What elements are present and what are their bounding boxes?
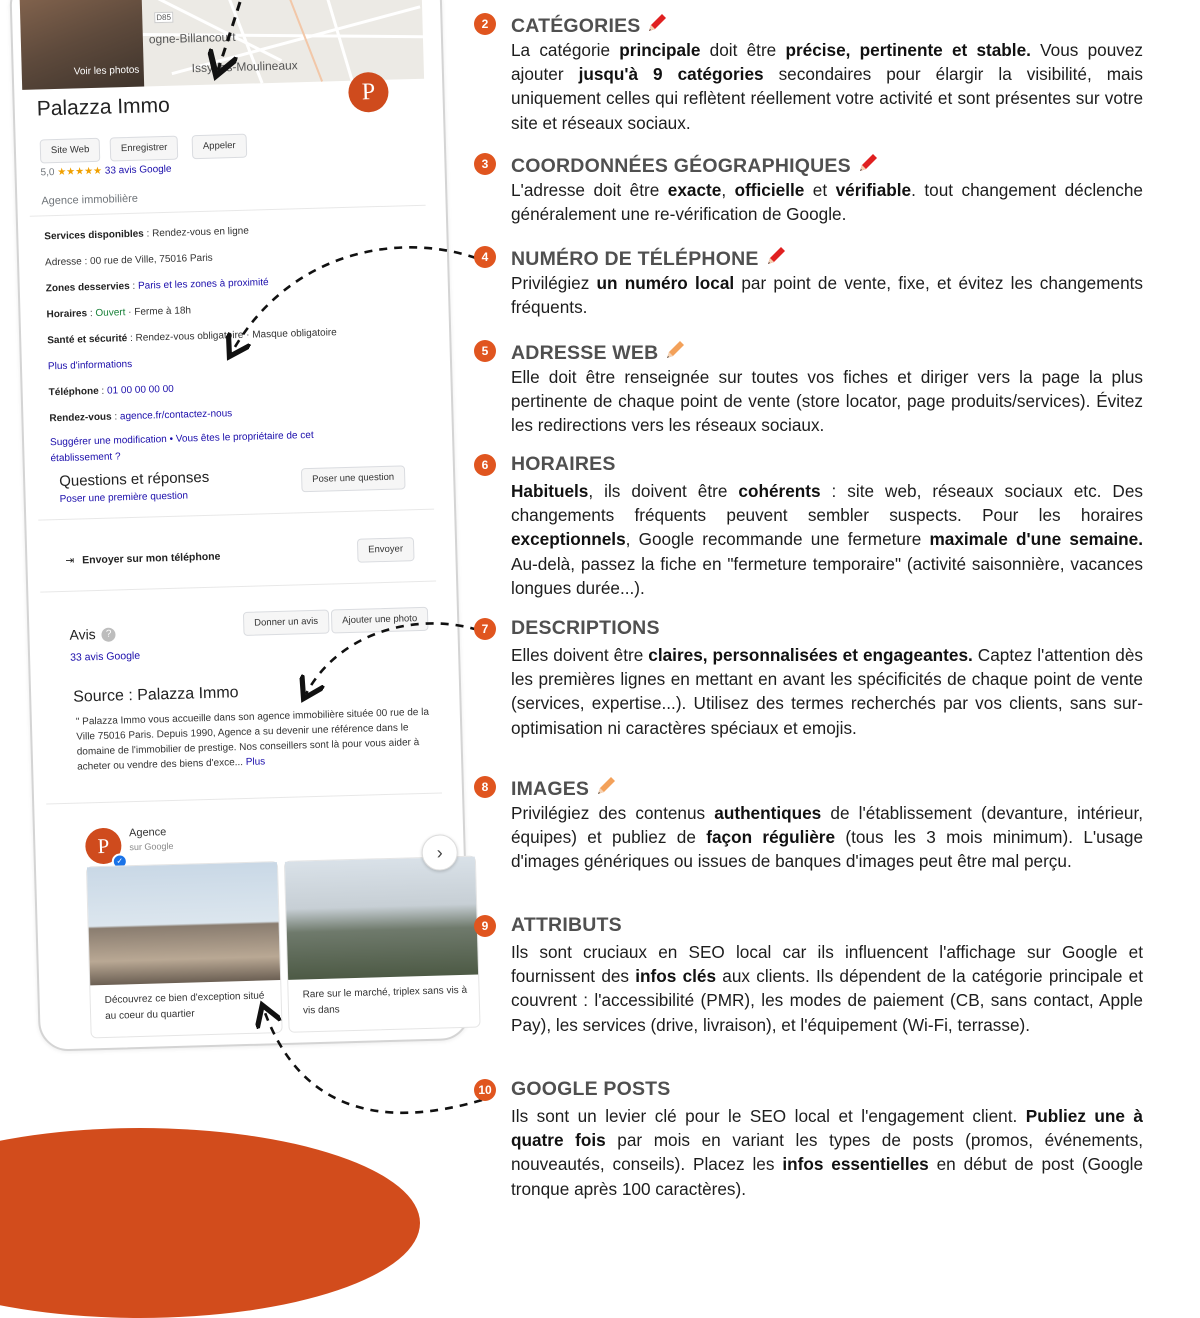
- body-text: Captez l'attention dès les premières lignes en mettant en avant les spécificités de chaque point de vente (services, expertise...). Utilisez des termes recherchés par vos clients, sans sur-optimisation ni caractères spéciaux et emojis.: [511, 645, 1143, 738]
- red-pencil-icon: [851, 159, 879, 176]
- map-label: ogne-Billancourt: [148, 29, 236, 47]
- reviews-link[interactable]: 33 avis Google: [104, 163, 172, 177]
- section-images: [481, 775, 1144, 874]
- give-review-button[interactable]: Donner un avis: [243, 610, 330, 636]
- phone-row: Téléphone : 01 00 00 00 00: [48, 383, 174, 399]
- section-number-badge: 5: [474, 340, 496, 362]
- map-label: Issy-les-Moulineaux: [191, 58, 298, 76]
- qa-title: Questions et réponses: [58, 468, 210, 491]
- section-body: [511, 940, 1143, 1037]
- section-attributs: [481, 914, 1143, 1037]
- phone-link[interactable]: 01 00 00 00 00: [106, 383, 174, 397]
- body-text: (tous les 3 mois minimum). L'usage d'images génériques ou issues de banques d'images peut être mal perçu.: [511, 827, 1144, 872]
- section-adresse-web: [481, 339, 1143, 438]
- section-title: NUMÉRO DE TÉLÉPHONE: [511, 248, 759, 270]
- post-card[interactable]: [284, 856, 481, 1033]
- body-text: , ils doivent être: [588, 481, 739, 501]
- section-header: [481, 914, 1143, 940]
- body-text: : site web, réseaux sociaux etc. Des changements fréquents peuvent sembler suspects. Pour les horaires: [511, 481, 1143, 526]
- post-card-text: Rare sur le marché, triplex sans vis à vis dans: [302, 984, 468, 1017]
- emphasis-text: un numéro local: [596, 273, 735, 293]
- body-text: par mois en variant les types de posts (promos, événements, nouveautés, conseils). Placez les: [511, 1130, 1143, 1175]
- appointment-row: Rendez-vous : agence.fr/contactez-nous: [49, 408, 233, 425]
- save-button[interactable]: Enregistrer: [110, 136, 179, 162]
- section-catégories: [481, 12, 1144, 135]
- reviews-title: Avis ?: [69, 626, 116, 644]
- section-body: [511, 178, 1143, 226]
- section-header: [481, 152, 1143, 178]
- star-rating-icon: ★★★★★: [57, 165, 103, 178]
- appointment-link[interactable]: agence.fr/contactez-nous: [119, 408, 233, 423]
- post-author-sub: sur Google: [129, 840, 174, 853]
- section-number-badge: 6: [474, 454, 496, 476]
- post-card-text: Découvrez ce bien d'exception situé au coeur du quartier: [104, 990, 265, 1022]
- emphasis-text: maximale d'une semaine.: [929, 529, 1143, 550]
- divider: [40, 581, 436, 593]
- google-business-profile: [19, 0, 468, 1038]
- call-button[interactable]: Appeler: [192, 134, 247, 160]
- emphasis-text: authentiques: [714, 803, 822, 823]
- body-text: Privilégiez: [511, 273, 597, 293]
- section-title: ADRESSE WEB: [511, 342, 659, 364]
- section-numéro-de-téléphone: [481, 245, 1143, 319]
- section-body: [511, 271, 1143, 319]
- post-card[interactable]: [86, 861, 283, 1038]
- services-row: Services disponibles : Rendez-vous en ligne: [44, 225, 250, 243]
- reviews-count-link[interactable]: 33 avis Google: [69, 649, 141, 664]
- ask-question-button[interactable]: Poser une question: [301, 465, 406, 492]
- business-logo: P: [348, 72, 389, 113]
- rating-value: 5,0: [40, 167, 55, 179]
- body-text: par point de vente, fixe, et évitez les changements fréquents.: [511, 273, 1143, 318]
- section-number-badge: 4: [474, 246, 496, 268]
- section-body: [511, 1104, 1143, 1201]
- help-icon[interactable]: ?: [102, 628, 116, 642]
- section-body: [511, 38, 1143, 135]
- emphasis-text: Habituels: [511, 481, 589, 501]
- read-more-link[interactable]: Plus: [245, 756, 266, 768]
- section-header: [481, 12, 1143, 38]
- body-text: Ils sont un levier clé pour le SEO local et l'engagement client.: [511, 1106, 1026, 1126]
- phone-mockup: [9, 0, 471, 1052]
- decorative-orange-shape: [0, 1128, 420, 1318]
- section-body: [511, 643, 1143, 740]
- section-number-badge: 7: [474, 618, 496, 640]
- source-title: Source : Palazza Immo: [72, 684, 239, 706]
- section-descriptions: [481, 617, 1143, 740]
- emphasis-text: façon régulière: [706, 827, 836, 848]
- emphasis-text: Publiez une à quatre fois: [511, 1106, 1143, 1151]
- section-header: [478, 1078, 1143, 1104]
- section-title: HORAIRES: [511, 453, 616, 475]
- section-body: [511, 479, 1143, 600]
- body-text: doit être: [700, 40, 786, 60]
- body-text: ,: [721, 180, 735, 200]
- section-title: DESCRIPTIONS: [511, 617, 660, 639]
- business-category: Agence immobilière: [41, 192, 139, 208]
- emphasis-text: exceptionnels: [511, 529, 626, 550]
- body-text: Elle doit être renseignée sur toutes vos fiches et diriger vers la page la plus pertinente de chaque point de vente (store locator, page produits/services). Évitez les redirections vers les réseaux sociaux.: [511, 367, 1143, 436]
- address-row: Adresse : 00 rue de Ville, 75016 Paris: [44, 252, 213, 269]
- verified-icon: ✓: [112, 853, 128, 869]
- website-button[interactable]: Site Web: [40, 138, 101, 164]
- body-text: en début de post (Google tronque après 100 caractères).: [511, 1154, 1144, 1199]
- section-number-badge: 10: [474, 1079, 496, 1101]
- body-text: Ils sont cruciaux en SEO local car ils influencent l'affichage sur Google et fournissent des: [511, 942, 1143, 987]
- suggest-edit-link[interactable]: Suggérer une modification • Vous êtes le propriétaire de cet: [49, 429, 314, 449]
- more-info-link[interactable]: Plus d'informations: [47, 358, 133, 373]
- emphasis-text: cohérents: [738, 481, 821, 501]
- body-text: , Google recommande une fermeture: [625, 529, 930, 550]
- divider: [46, 792, 442, 804]
- red-pencil-icon: [640, 19, 668, 36]
- orange-pencil-icon: [589, 782, 617, 799]
- section-number-badge: 3: [474, 153, 496, 175]
- rating-row: [40, 164, 171, 179]
- section-body: [511, 365, 1143, 438]
- suggest-edit-link-2[interactable]: établissement ?: [50, 451, 121, 465]
- divider: [30, 205, 426, 217]
- emphasis-text: officielle: [734, 180, 805, 200]
- section-title: GOOGLE POSTS: [511, 1078, 671, 1100]
- body-text: secondaires pour élargir la visibilité, mais uniquement celles qui reflètent réellement votre activité et sont présentes sur votre site et réseaux sociaux.: [511, 64, 1144, 133]
- section-horaires: [481, 453, 1143, 600]
- body-text: L'adresse doit être: [511, 180, 668, 200]
- emphasis-text: précise, pertinente et stable.: [785, 40, 1031, 60]
- see-photos-label[interactable]: Voir les photos: [73, 64, 140, 78]
- body-text: aux clients. Ils dépendent de la catégorie principale et couvrent : l'accessibilité (PMR), les modes de paiement (CB, sans contact, Apple Pay), les services (drive, livraison), et l'équipement (Wi-Fi, terrasse).: [511, 966, 1143, 1035]
- body-text: Privilégiez des contenus: [511, 803, 715, 823]
- description-quote: " Palazza Immo vous accueille dans son agence immobilière située 00 rue de la Ville 75016 Paris. Depuis 1990, Agence a su devenir une référence dans le domaine de l'immobilier de prestige. Nos conseillers sont là pour vous aider à acheter ou vendre des biens d'exce... Plus: [75, 706, 430, 773]
- emphasis-text: claires, personnalisées et engageantes.: [648, 645, 973, 665]
- health-row: Santé et sécurité : Rendez-vous obligatoire · Masque obligatoire: [47, 327, 337, 347]
- road-label: D85: [154, 12, 173, 24]
- post-author-name: Agence: [128, 826, 167, 840]
- body-text: La catégorie: [511, 40, 620, 60]
- emphasis-text: principale: [619, 40, 701, 60]
- divider: [38, 509, 434, 521]
- emphasis-text: infos clés: [635, 966, 717, 987]
- post-author-avatar: P: [85, 827, 122, 864]
- section-number-badge: 8: [474, 776, 496, 798]
- send-button[interactable]: Envoyer: [357, 537, 415, 563]
- emphasis-text: jusqu'à 9 catégories: [578, 64, 764, 85]
- ask-first-question-link[interactable]: Poser une première question: [59, 490, 189, 506]
- zones-row: Zones desservies : Paris et les zones à proximité: [45, 277, 269, 295]
- body-text: et: [804, 180, 836, 200]
- send-to-phone-row[interactable]: ⇥ Envoyer sur mon téléphone: [65, 550, 221, 567]
- section-number-badge: 9: [474, 915, 496, 937]
- hours-row[interactable]: Horaires : Ouvert · Ferme à 18h: [46, 305, 192, 321]
- body-text: Elles doivent être: [511, 645, 649, 665]
- orange-pencil-icon: [658, 346, 686, 363]
- body-text: de l'établissement (devanture, intérieur, équipes) et publiez de: [511, 803, 1143, 848]
- red-pencil-icon: [759, 252, 787, 269]
- zones-link[interactable]: Paris et les zones à proximité: [137, 277, 269, 292]
- section-title: ATTRIBUTS: [511, 914, 622, 936]
- emphasis-text: exacte: [667, 180, 722, 200]
- send-to-phone-icon: ⇥: [65, 554, 75, 567]
- section-body: [511, 801, 1143, 874]
- section-header: [481, 453, 1143, 479]
- section-header: [481, 617, 1143, 643]
- section-google-posts: [478, 1078, 1144, 1201]
- emphasis-text: infos essentielles: [782, 1154, 929, 1175]
- post-image-building: [87, 862, 280, 985]
- business-name: Palazza Immo: [36, 93, 171, 121]
- body-text: Vous pouvez ajouter: [511, 40, 1143, 85]
- section-coordonnées-géographiques: [481, 152, 1143, 226]
- emphasis-text: vérifiable: [835, 180, 912, 200]
- section-title: COORDONNÉES GÉOGRAPHIQUES: [511, 155, 851, 177]
- section-header: [481, 245, 1143, 271]
- body-text: Au-delà, passez la fiche en "fermeture temporaire" (activité saisonnière, vacances longues durée...).: [511, 553, 1143, 598]
- chevron-right-icon[interactable]: ›: [421, 834, 458, 871]
- post-image-residence: [285, 857, 478, 980]
- section-header: [481, 775, 1143, 801]
- add-photo-button[interactable]: Ajouter une photo: [331, 607, 429, 634]
- section-title: IMAGES: [511, 778, 590, 800]
- section-header: [481, 339, 1143, 365]
- section-number-badge: 2: [474, 13, 496, 35]
- body-text: . tout changement déclenche généralement une re-vérification de Google.: [511, 180, 1143, 225]
- section-title: CATÉGORIES: [511, 15, 641, 37]
